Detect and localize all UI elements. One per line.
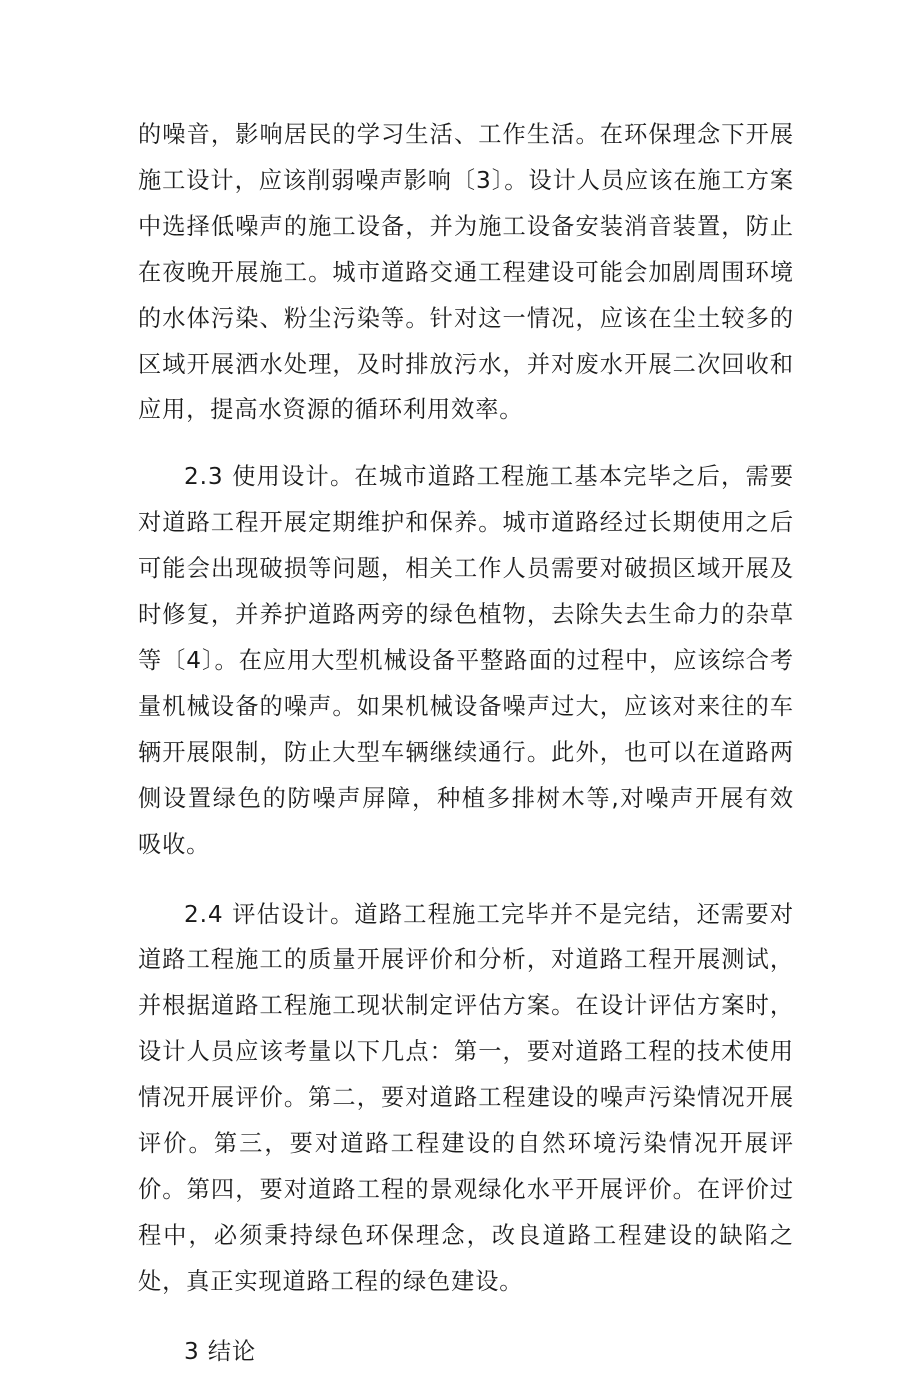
paragraph-section-2-3-usage-design: 2.3 使用设计。在城市道路工程施工基本完毕之后，需要对道路工程开展定期维护和保养。城市道路经过长期使用之后可能会出现破损等问题，相关工作人员需要对破损区域开展及时修复，并养护道路两旁的绿色植物，去除失去生命力的杂草等〔4〕。在应用大型机械设备平整路面的过程中，应该综合考量机械设备的噪声。如果机械设备噪声过大，应该对来往的车辆开展限制，防止大型车辆继续通行。此外，也可以在道路两侧设置绿色的防噪声屏障，种植多排树木等,对噪声开展有效吸收。: [138, 463, 794, 858]
paragraph-section-2-4-evaluation-design: 2.4 评估设计。道路工程施工完毕并不是完结，还需要对道路工程施工的质量开展评价和分析，对道路工程开展测试，并根据道路工程施工现状制定评估方案。在设计评估方案时，设计人员应该考量以下几点：第一，要对道路工程的技术使用情况开展评价。第二，要对道路工程建设的噪声污染情况开展评价。第三，要对道路工程建设的自然环境污染情况开展评价。第四，要对道路工程的景观绿化水平开展评价。在评价过程中，必须秉持绿色环保理念，改良道路工程建设的缺陷之处，真正实现道路工程的绿色建设。: [138, 900, 794, 1295]
section-heading-3-conclusion: 3 结论: [184, 1337, 257, 1365]
paragraph-environmental-noise: 的噪音，影响居民的学习生活、工作生活。在环保理念下开展施工设计，应该削弱噪声影响〔3〕。设计人员应该在施工方案中选择低噪声的施工设备，并为施工设备安装消音装置，防止在夜晚开展施工。城市道路交通工程建设可能会加剧周围环境的水体污染、粉尘污染等。针对这一情况，应该在尘土较多的区域开展洒水处理，及时排放污水，并对废水开展二次回收和应用，提高水资源的循环利用效率。: [138, 121, 794, 424]
document-body: [138, 112, 794, 1375]
